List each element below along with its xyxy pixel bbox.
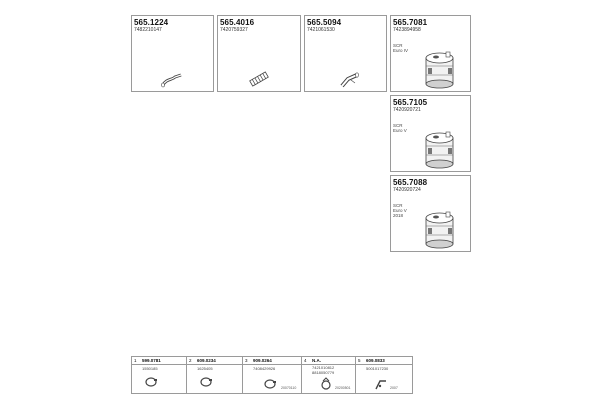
oe-number: 7423894958: [393, 27, 421, 33]
bracket-icon: [374, 377, 388, 391]
pipe-bend-icon: [160, 72, 186, 88]
silencer-icon: [421, 49, 459, 89]
part-card-1[interactable]: [131, 15, 214, 92]
part-number: 565.7081: [393, 18, 428, 27]
accessory-part-number: 909.0264: [253, 357, 272, 363]
accessory-part-number: 609.0234: [197, 357, 216, 363]
oe-number: 7420920724: [393, 187, 421, 193]
clamp-icon: [144, 376, 158, 388]
silencer-icon: [421, 129, 459, 169]
note-line: SCR: [393, 43, 403, 48]
hanger-icon: [319, 377, 333, 391]
pipe-elbow-icon: [339, 71, 361, 89]
accessory-oe-number: 7408429926: [253, 366, 276, 371]
oe-number: 7420920721: [393, 107, 421, 113]
part-number: 565.1224: [134, 18, 169, 27]
accessory-item-5[interactable]: [356, 357, 412, 393]
spec-notes: [393, 203, 407, 218]
accessories-strip: [131, 356, 413, 394]
item-number: 1: [134, 357, 137, 363]
note-line: Euro IV: [393, 48, 409, 53]
accessory-code: 20070110: [281, 386, 297, 390]
accessory-code: 20200501: [335, 386, 351, 390]
part-number: 565.5094: [307, 18, 342, 27]
accessory-item-3[interactable]: [243, 357, 301, 393]
accessory-item-1[interactable]: [132, 357, 186, 393]
item-number: 5: [358, 357, 361, 363]
accessory-part-number: 609.0833: [366, 357, 385, 363]
silencer-icon: [421, 209, 459, 249]
part-card-2[interactable]: [217, 15, 301, 92]
spec-notes: [393, 123, 407, 133]
part-number: 565.4016: [220, 18, 255, 27]
part-number: 565.7105: [393, 98, 428, 107]
part-number: 565.7088: [393, 178, 428, 187]
item-number: 3: [245, 357, 248, 363]
note-line: Euro V: [393, 128, 407, 133]
accessory-part-number: N.A.: [312, 357, 321, 363]
accessory-oe-number: 7421010812 8818050779: [312, 365, 335, 375]
accessory-oe-number: 1625405: [197, 366, 213, 371]
accessory-part-number: 599.0781: [142, 357, 161, 363]
spec-notes: [393, 43, 408, 53]
part-card-5[interactable]: [390, 95, 471, 172]
accessory-item-4[interactable]: [302, 357, 355, 393]
note-line: SCR: [393, 123, 403, 128]
part-card-6[interactable]: [390, 175, 471, 252]
item-number: 2: [189, 357, 192, 363]
note-line: SCR: [393, 203, 403, 208]
oe-number: 7421061530: [307, 27, 335, 33]
accessory-oe-number: 1550185: [142, 366, 158, 371]
oe-number: 7420759327: [220, 27, 248, 33]
part-card-3[interactable]: [304, 15, 387, 92]
clamp-icon: [199, 376, 213, 388]
clamp-icon: [263, 378, 277, 390]
accessory-oe-number: 5001017230: [366, 366, 389, 371]
flex-pipe-icon: [248, 70, 270, 88]
accessory-code: 2007: [390, 386, 398, 390]
note-line: 2018: [393, 213, 404, 218]
note-line: Euro V: [393, 208, 407, 213]
item-number: 4: [304, 357, 307, 363]
part-card-4[interactable]: [390, 15, 471, 92]
accessory-item-2[interactable]: [187, 357, 242, 393]
oe-number: 7482210147: [134, 27, 162, 33]
